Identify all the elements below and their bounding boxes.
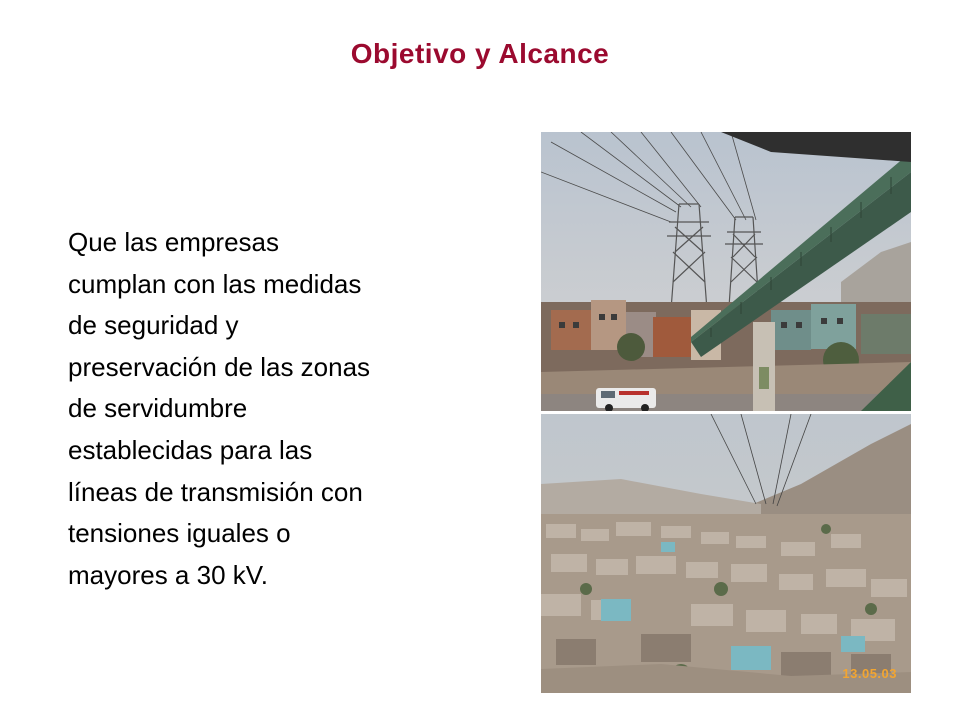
date-stamp: 13.05.03 [842,666,897,681]
photo-hillside-settlement [541,414,911,693]
body-line: establecidas para las [68,434,313,465]
photo-bridge-towers [541,132,911,411]
body-text [68,222,458,596]
body-line: preservación de las zonas [68,351,371,382]
body-line: de seguridad y [68,310,239,341]
slide-title: Objetivo y Alcance [350,38,610,69]
body-line: tensiones iguales o [68,518,291,549]
body-line: Que las empresas [68,227,279,257]
body-line: de servidumbre [68,393,248,424]
body-line: mayores a 30 kV. [68,559,268,590]
body-line: cumplan con las medidas [68,268,362,299]
body-line: líneas de transmisión con [68,476,363,507]
